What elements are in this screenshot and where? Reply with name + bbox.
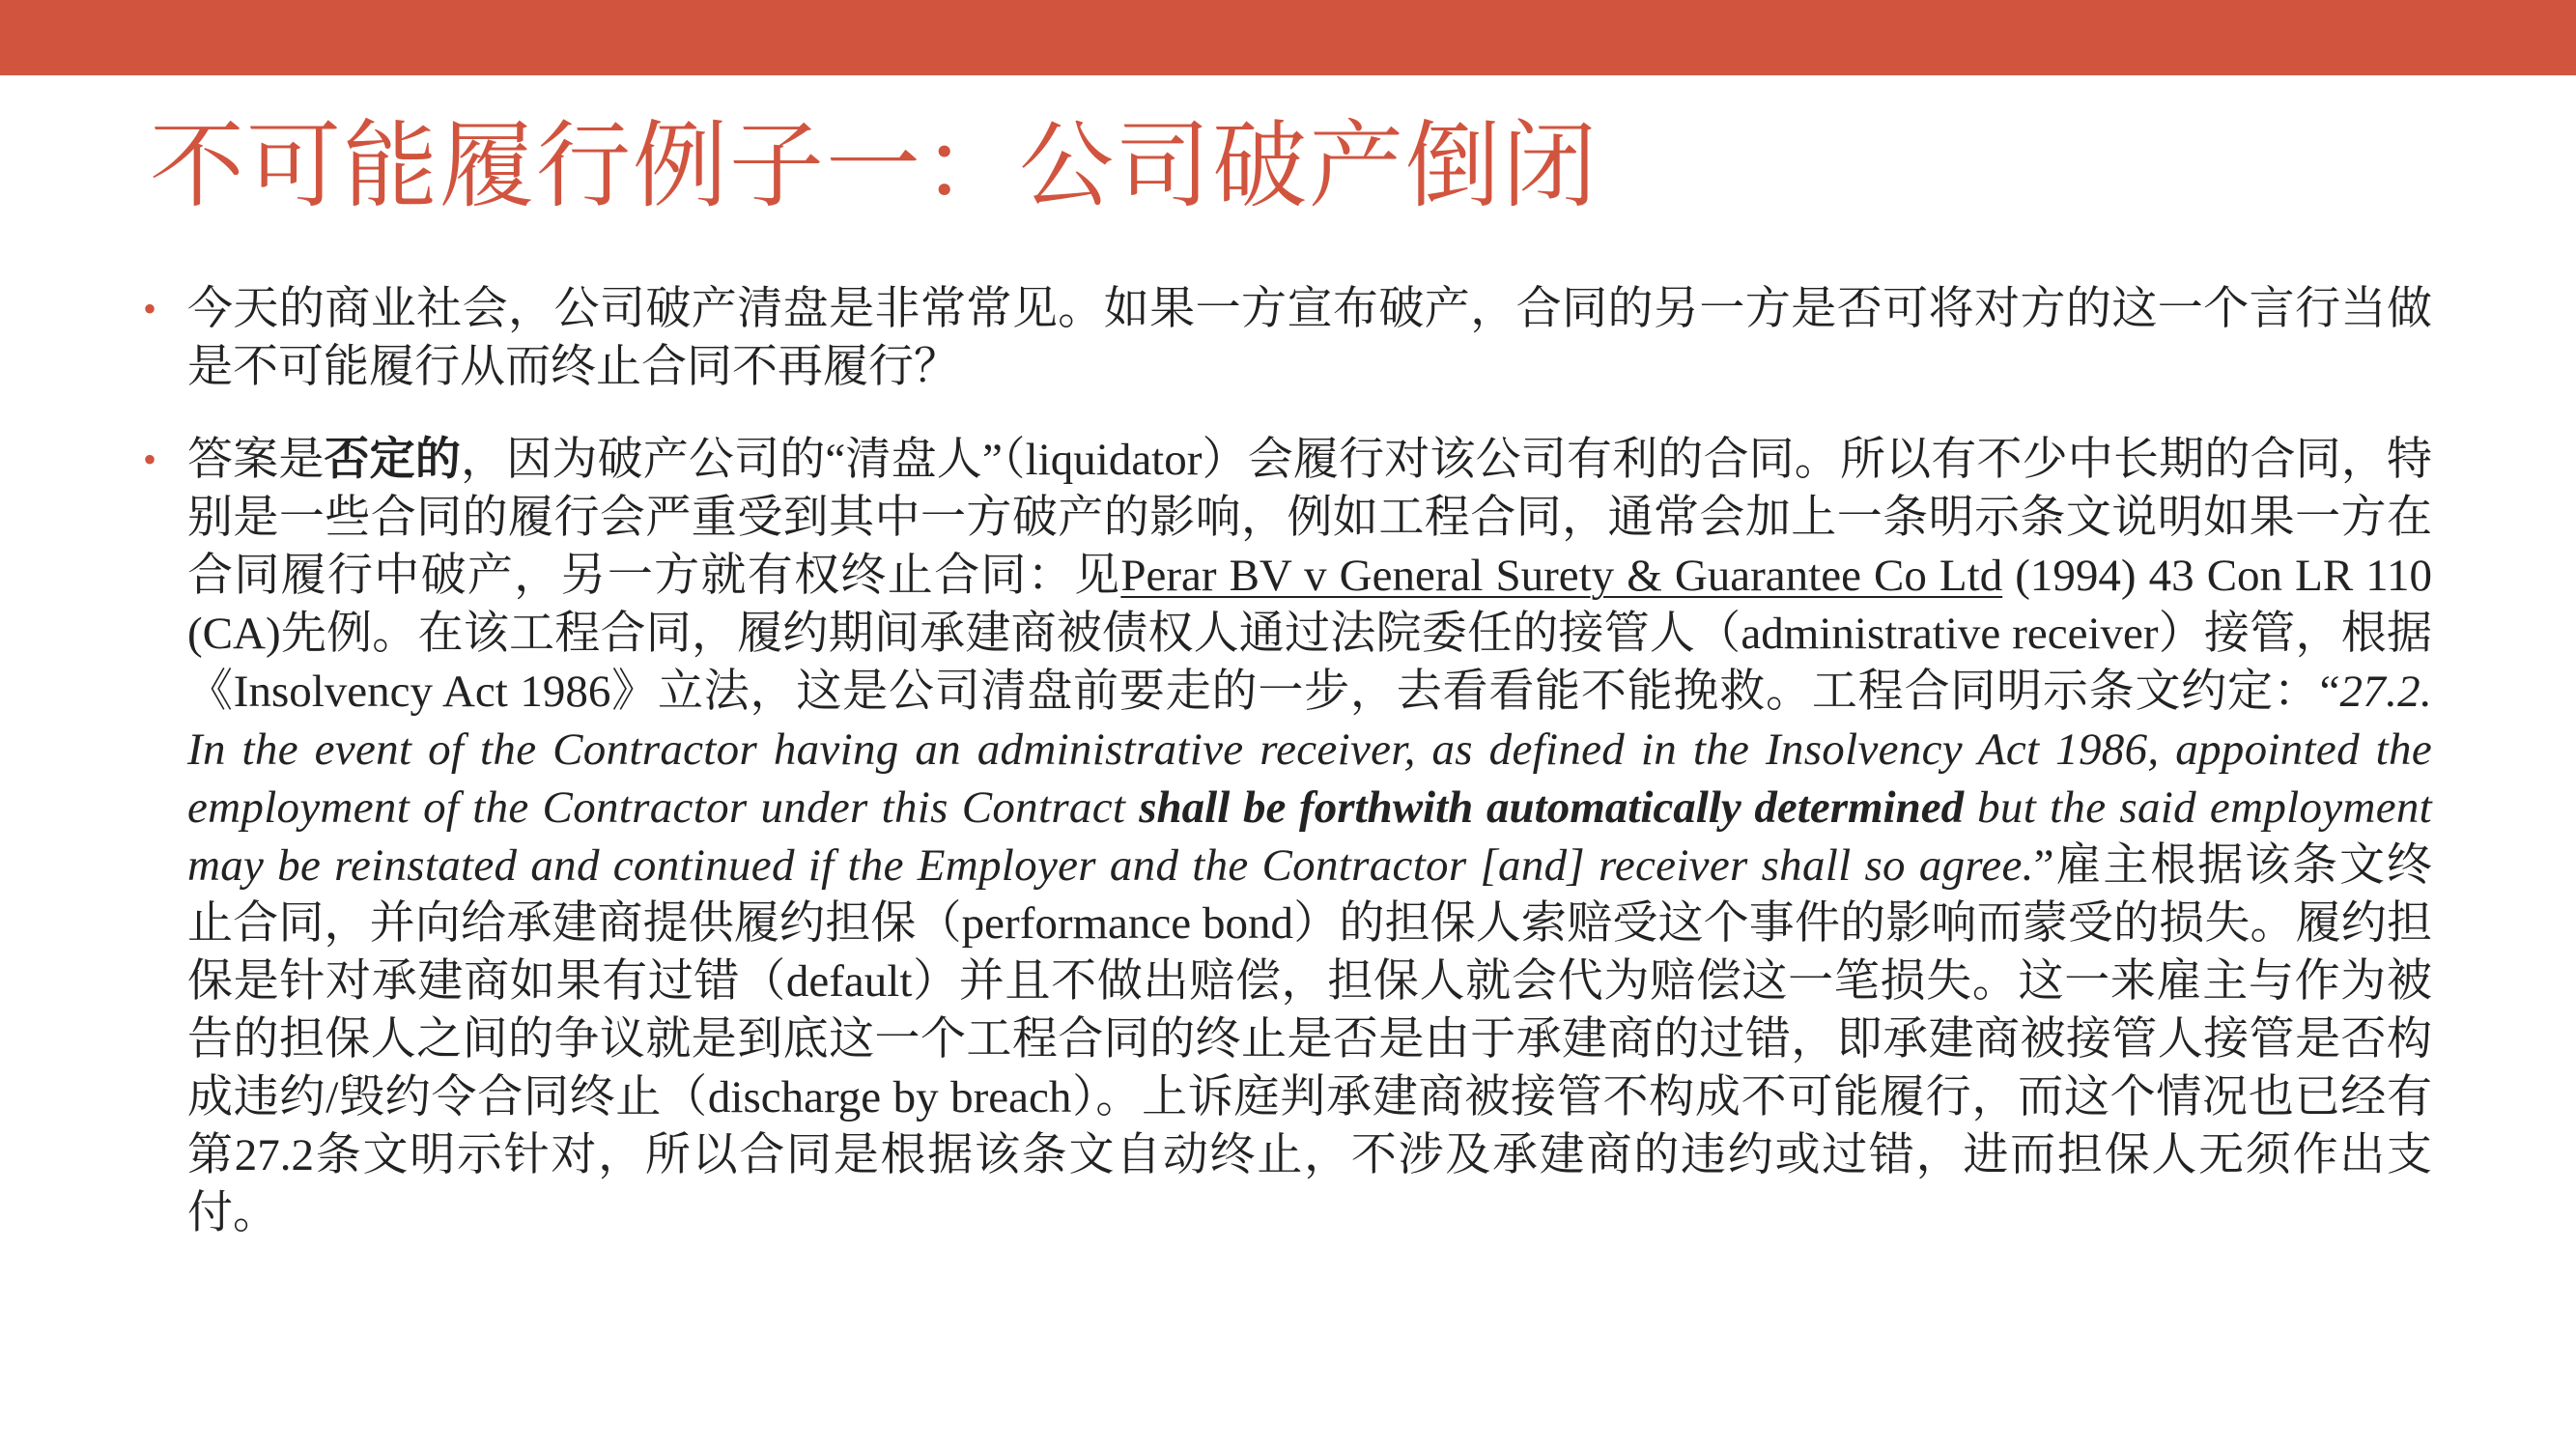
bullet-lead-text: 答案是 bbox=[187, 435, 325, 485]
bullet-marker-icon: • bbox=[143, 438, 157, 481]
bullet-marker-icon: • bbox=[143, 287, 157, 330]
answer-emphasis: 否定的 bbox=[324, 435, 462, 485]
bullet-body-text: ”雇主根据该条文终止合同，并向给承建商提供履约担保（performance bond）的担保人索赔受这个事件的影响而蒙受的损失。履约担保是针对承建商如果有过错（default）并且不做出赔偿，担保人就会代为赔偿这一笔损失。这一来雇主与作为被告的担保人之间的争议就是到底这一个工程合同的终止是否是由于承建商的过错，即承建商被接管人接管是否构成违约/毁约令合同终止（discharge by breach）。上诉庭判承建商被接管不构成不可能履行，而这个情况也已经有第27.2条文明示针对，所以合同是根据该条文自动终止，不涉及承建商的违约或过错，进而担保人无须作出支付。 bbox=[187, 840, 2432, 1238]
bullet-text: 今天的商业社会，公司破产清盘是非常常见。如果一方宣布破产，合同的另一方是否可将对方的这一个言行当做是不可能履行从而终止合同不再履行？ bbox=[187, 284, 2432, 392]
contract-clause-quote: but the said employment may be reinstated and continued if the Employer and the Contractor [and] receiver shall so agree. bbox=[187, 782, 2433, 891]
top-accent-bar bbox=[0, 0, 2576, 75]
bullet-body-text: ，因为破产公司的“清盘人”（liquidator）会履行对该公司有利的合同。所以有不少中长期的合同，特别是一些合同的履行会严重受到其中一方破产的影响，例如工程合同，通常会加上一条明示条文说明如果一方在合同履行中破产，另一方就有权终止合同：见 bbox=[187, 435, 2433, 601]
slide-title: 不可能履行例子一：公司破产倒闭 bbox=[150, 111, 1599, 221]
case-citation: Perar BV v General Surety & Guarantee Co Ltd bbox=[1120, 551, 2003, 601]
contract-clause-emphasis: shall be forthwith automatically determined bbox=[1139, 782, 1965, 833]
bullet-item-1 bbox=[143, 280, 2432, 396]
bullet-item-2 bbox=[143, 431, 2432, 1242]
contract-clause-quote: 27.2. In the event of the Contractor having an administrative receiver, as defined in the Insolvency Act 1986, appointed the employment of the Contractor under this Contract bbox=[187, 667, 2432, 833]
bullet-body-text: (1994) 43 Con LR 110 (CA)先例。在该工程合同，履约期间承建商被债权人通过法院委任的接管人（administrative receiver）接管，根据《Insolvency Act 1986》立法，这是公司清盘前要走的一步，去看看能不能挽救。工程合同明示条文约定：“ bbox=[187, 551, 2433, 717]
bullet-list bbox=[143, 280, 2432, 1242]
